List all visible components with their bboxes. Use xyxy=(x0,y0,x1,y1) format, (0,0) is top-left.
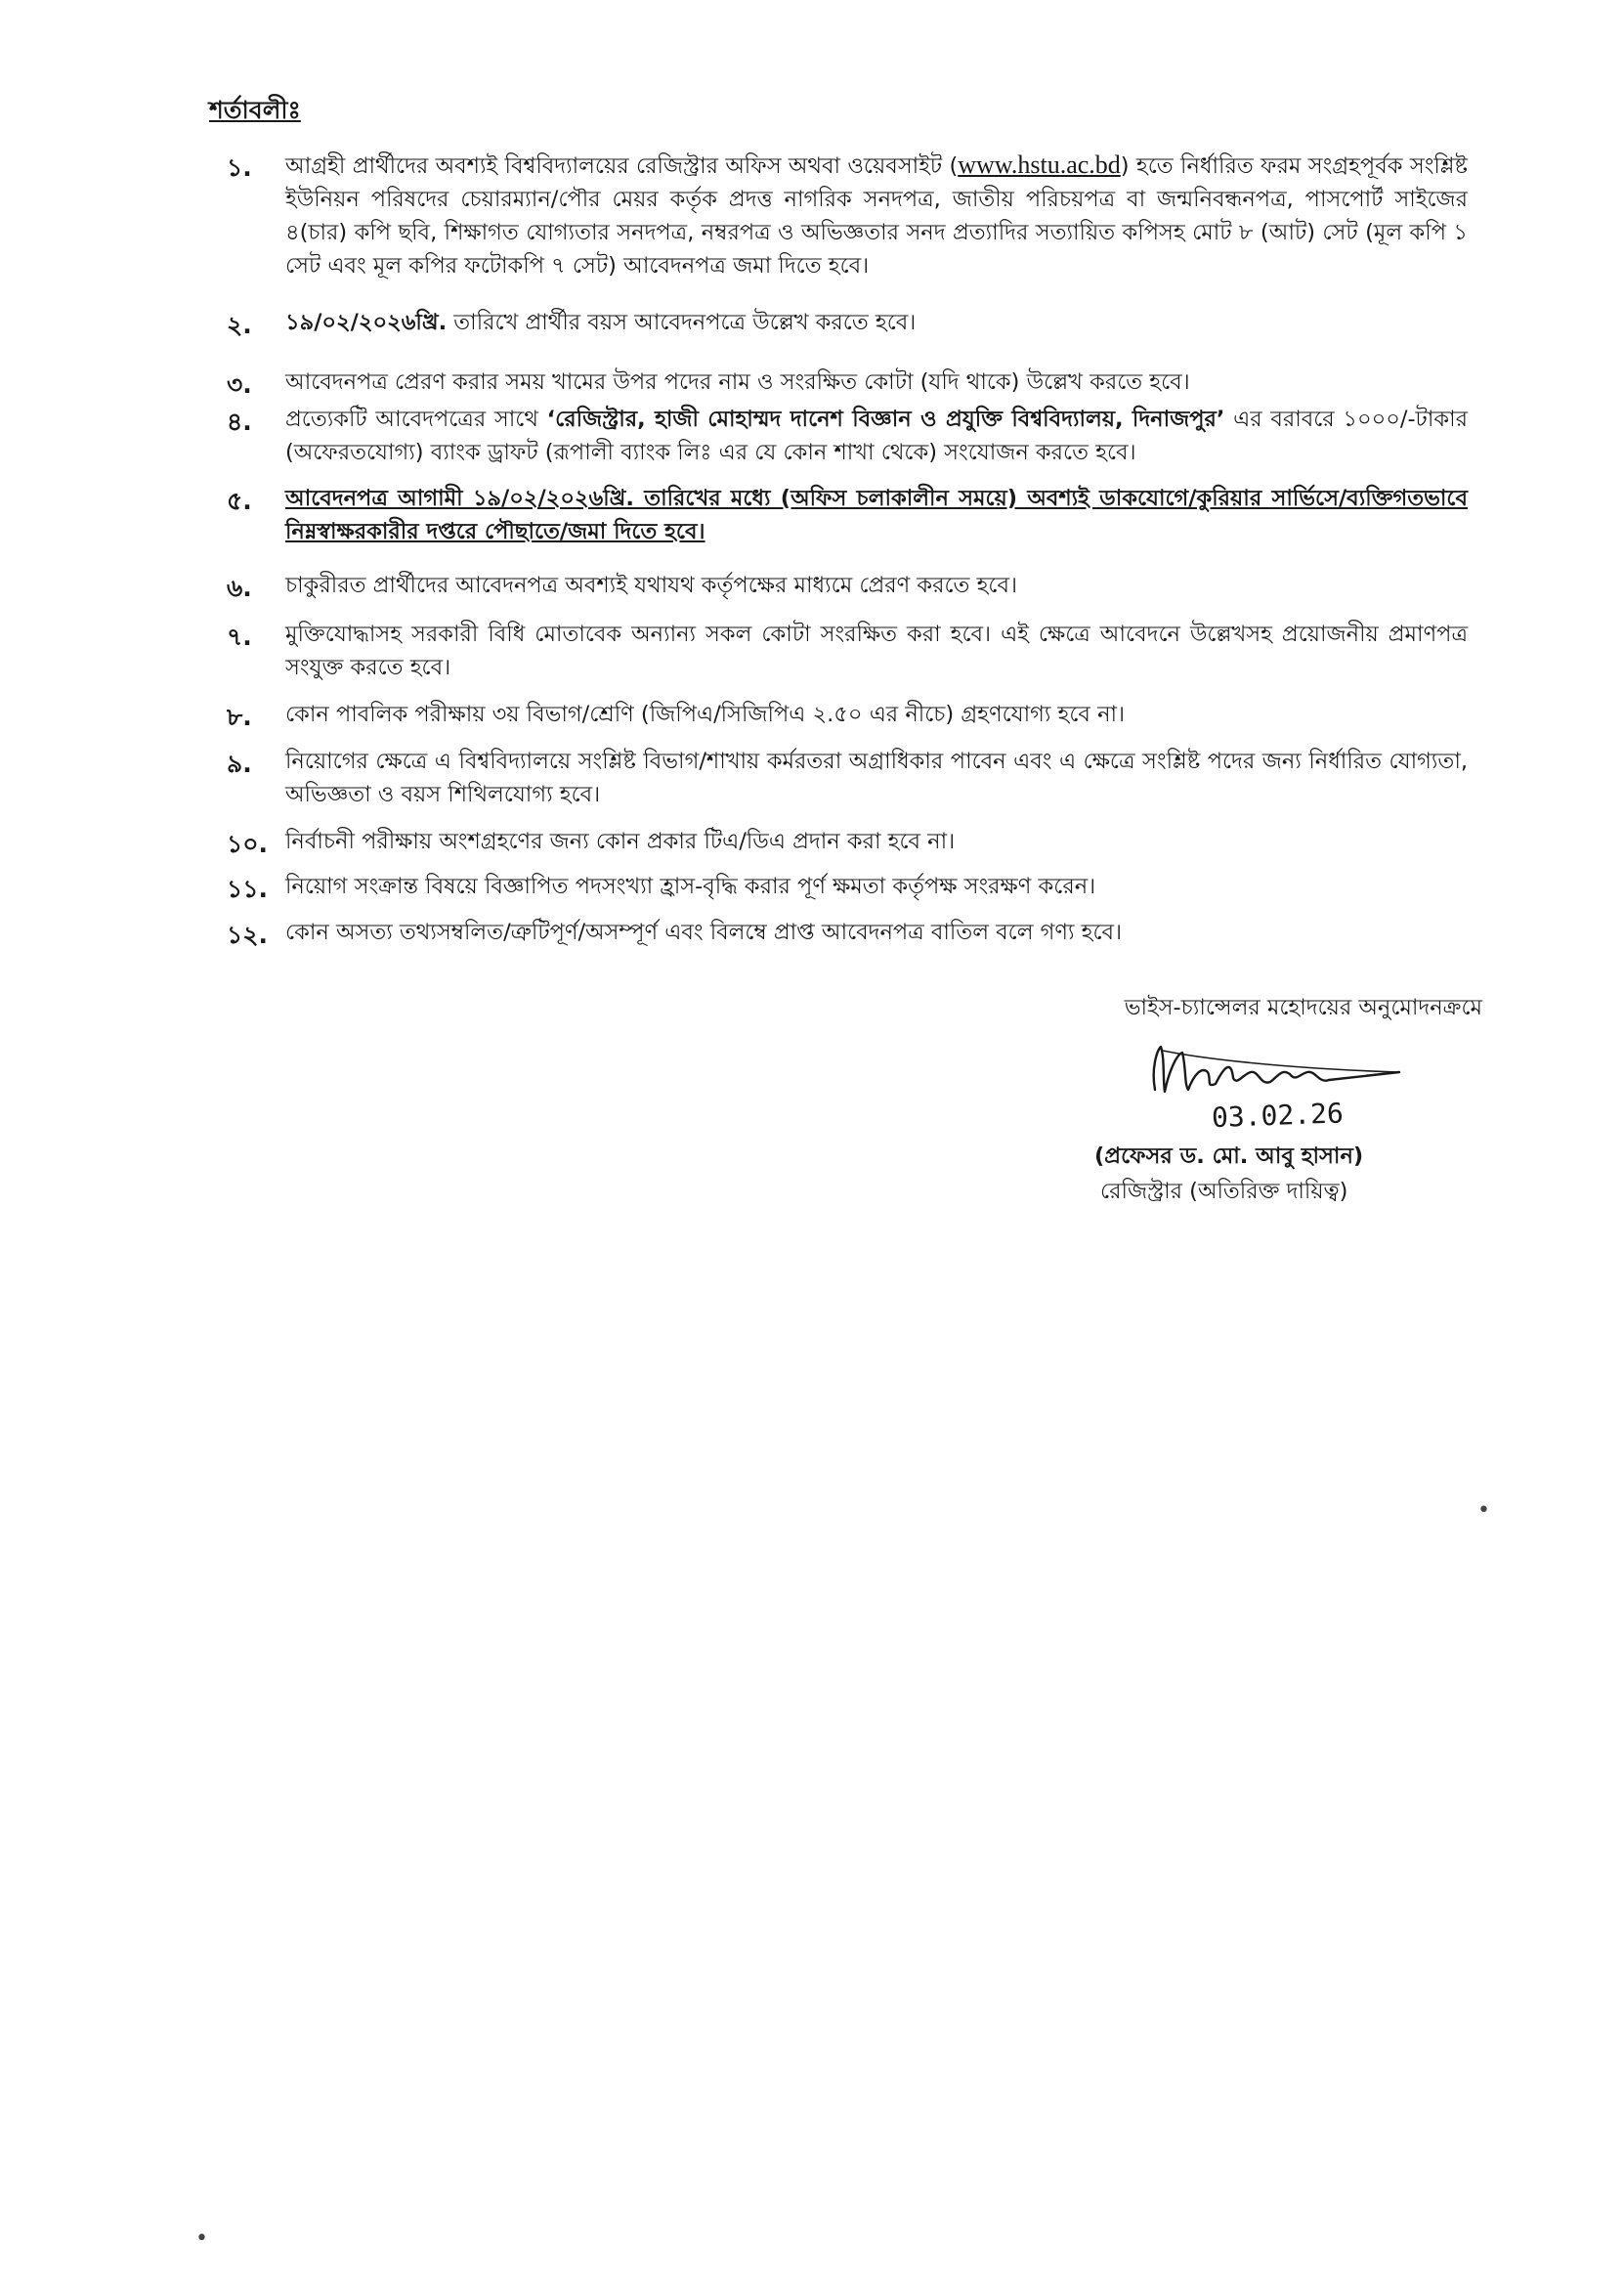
website-link[interactable]: www.hstu.ac.bd xyxy=(958,151,1121,179)
term-item-7 xyxy=(227,618,1468,684)
term-number: ৫. xyxy=(227,487,252,515)
signer-designation: রেজিস্ট্রার (অতিরিক্ত দায়িত্ব) xyxy=(1100,1179,1348,1204)
term-text: মুক্তিযোদ্ধাসহ সরকারী বিধি মোতাবেক অন্যান্য সকল কোটা সংরক্ষিত করা হবে। এই ক্ষেত্রে আবেদনে উল্লেখসহ প্রয়োজনীয় প্রমাণপত্র সংযুক্ত করতে হবে। xyxy=(285,622,1468,680)
term-text: কোন অসত্য তথ্যসম্বলিত/ত্রুটিপূর্ণ/অসম্পূর্ণ এবং বিলম্বে প্রাপ্ত আবেদনপত্র বাতিল বলে গণ্য হবে। xyxy=(285,920,1123,945)
term-item-6 xyxy=(227,569,1468,602)
term-text: ১৯/০২/২০২৬খ্রি. তারিখে প্রার্থীর বয়স আবেদনপত্রে উল্লেখ করতে হবে। xyxy=(285,310,917,335)
scan-speck: • xyxy=(1477,1498,1490,1523)
term-number: ৬. xyxy=(227,574,252,602)
term-text: চাকুরীরত প্রার্থীদের আবেদনপত্র অবশ্যই যথাযথ কর্তৃপক্ষের মাধ্যমে প্রেরণ করতে হবে। xyxy=(285,573,1018,598)
term-number: ৭. xyxy=(227,623,252,651)
term-item-4 xyxy=(227,403,1468,469)
term-number: ১২. xyxy=(227,921,268,949)
terms-heading: শর্তাবলীঃ xyxy=(209,96,301,124)
term-item-1 xyxy=(227,149,1468,282)
term-item-9 xyxy=(227,745,1468,811)
deadline-date: ১৯/০২/২০২৬খ্রি. xyxy=(285,310,448,335)
svg-text:03.02.26: 03.02.26 xyxy=(1211,1097,1345,1135)
term-text: আবেদনপত্র আগামী ১৯/০২/২০২৬খ্রি. তারিখের মধ্যে (অফিস চলাকালীন সময়ে) অবশ্যই ডাকযোগে/কুরিয়ার সার্ভিসে/ব্যক্তিগতভাবে নিম্নস্বাক্ষরকারীর দপ্তরে পৌছাতে/জমা দিতে হবে। xyxy=(285,486,1468,544)
term-number: ৮. xyxy=(227,703,252,731)
payee-name: ‘রেজিস্ট্রার, হাজী মোহাম্মদ দানেশ বিজ্ঞান ও প্রযুক্তি বিশ্ববিদ্যালয়, দিনাজপুর’ xyxy=(546,407,1225,432)
term-number: ৯. xyxy=(227,750,252,778)
term-text: আগ্রহী প্রার্থীদের অবশ্যই বিশ্ববিদ্যালয়ের রেজিস্ট্রার অফিস অথবা ওয়েবসাইট (www.hstu.ac.bd) হতে নির্ধারিত ফরম সংগ্রহপূর্বক সংশ্লিষ্ট ইউনিয়ন পরিষদের চেয়ারম্যান/পৌর মেয়র কর্তৃক প্রদত্ত নাগরিক সনদপত্র, জাতীয় পরিচয়পত্র বা জন্মনিবন্ধনপত্র, পাসপোর্ট সাইজের ৪(চার) কপি ছবি, শিক্ষাগত যোগ্যতার সনদপত্র, নম্বরপত্র ও অভিজ্ঞতার সনদ প্রত্যাদির সত্যায়িত কপিসহ মোট ৮ (আট) সেট (মূল কপি ১ সেট এবং মূল কপির ফটোকপি ৭ সেট) আবেদনপত্র জমা দিতে হবে। xyxy=(285,151,1468,279)
term-item-8 xyxy=(227,698,1468,731)
signer-name: (প্রফেসর ড. মো. আবু হাসান) xyxy=(1094,1143,1364,1169)
term-text: নিয়োগ সংক্রান্ত বিষয়ে বিজ্ঞাপিত পদসংখ্যা হ্রাস-বৃদ্ধি করার পূর্ণ ক্ষমতা কর্তৃপক্ষ সংরক্ষণ করেন। xyxy=(285,874,1096,899)
term-item-12 xyxy=(227,916,1468,949)
term-number: ১০. xyxy=(227,830,268,858)
term-text: নির্বাচনী পরীক্ষায় অংশগ্রহণের জন্য কোন প্রকার টিএ/ডিএ প্রদান করা হবে না। xyxy=(285,829,956,854)
term-number: ১১. xyxy=(227,875,268,903)
term-number: ৩. xyxy=(227,370,252,399)
term-item-11 xyxy=(227,870,1468,903)
scan-speck: • xyxy=(195,2226,208,2251)
term-text: কোন পাবলিক পরীক্ষায় ৩য় বিভাগ/শ্রেণি (জিপিএ/সিজিপিএ ২.৫০ এর নীচে) গ্রহণযোগ্য হবে না। xyxy=(285,702,1126,727)
approval-line: ভাইস-চ্যান্সেলর মহোদয়ের অনুমোদনক্রমে xyxy=(1124,995,1482,1020)
term-text: আবেদনপত্র প্রেরণ করার সময় খামের উপর পদের নাম ও সংরক্ষিত কোটা (যদি থাকে) উল্লেখ করতে হবে। xyxy=(285,369,1190,395)
term-number: ২. xyxy=(227,311,252,339)
term-item-3 xyxy=(227,366,1468,399)
term-item-5 xyxy=(227,482,1468,548)
handwritten-signature xyxy=(1143,1029,1417,1137)
term-text: নিয়োগের ক্ষেত্রে এ বিশ্ববিদ্যালয়ে সংশ্লিষ্ট বিভাগ/শাখায় কর্মরতরা অগ্রাধিকার পাবেন এবং এ ক্ষেত্রে সংশ্লিষ্ট পদের জন্য নির্ধারিত যোগ্যতা, অভিজ্ঞতা ও বয়স শিথিলযোগ্য হবে। xyxy=(285,749,1468,807)
term-item-10 xyxy=(227,825,1468,858)
term-number: ৪. xyxy=(227,408,252,436)
term-text: প্রত্যেকটি আবেদপত্রের সাথে ‘রেজিস্ট্রার, হাজী মোহাম্মদ দানেশ বিজ্ঞান ও প্রযুক্তি বিশ্ববিদ্যালয়, দিনাজপুর’ এর বরাবরে ১০০০/-টাকার (অফেরতযোগ্য) ব্যাংক ড্রাফট (রূপালী ব্যাংক লিঃ এর যে কোন শাখা থেকে) সংযোজন করতে হবে। xyxy=(285,407,1468,465)
term-item-2 xyxy=(227,306,1468,339)
term-number: ১. xyxy=(227,153,252,182)
